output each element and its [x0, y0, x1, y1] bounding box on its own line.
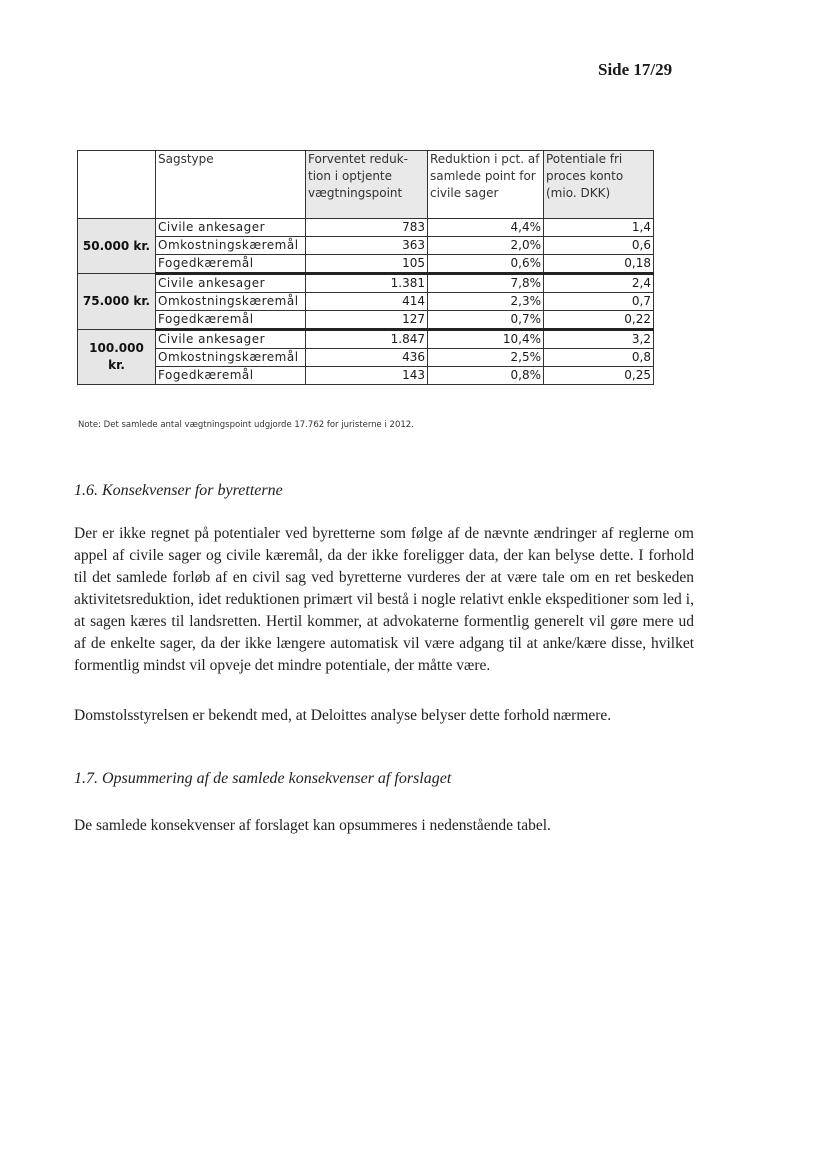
section-1-6-paragraph-1: Der er ikke regnet på potentialer ved byretterne som følge af de nævnte ændringer af reglerne om appel af civile sager og civile kæremål, da der ikke foreligger data, der kan belyse dette. I forhold til det samlede forløb af en civil sag ved byretterne vurderes der at være tale om en ret beskeden aktivitetsreduktion, idet reduktionen primært vil bestå i nogle relativt enkle ekspeditioner som led i, at sagen kæres til landsretten. Hertil kommer, at advokaterne formentlig generelt vil gøre mere ud af de enkelte sager, da der ikke længere automatisk vil være adgang til at anke/kære disse, hvilket formentlig mindst vil opveje det mindre potentiale, der måtte være.: [74, 525, 694, 674]
pct-value: 4,4%: [428, 219, 544, 237]
potential-value: 0,7: [544, 293, 654, 311]
header-reduction: Forventet reduk-tion i optjente vægtningspoint: [306, 151, 428, 219]
table-row: [78, 274, 654, 293]
potential-value: 1,4: [544, 219, 654, 237]
pct-value: 2,0%: [428, 237, 544, 255]
potential-value: 0,18: [544, 255, 654, 274]
reduction-value: 143: [306, 367, 428, 385]
potential-value: 2,4: [544, 274, 654, 293]
table-row: [78, 311, 654, 330]
page-number: Side 17/29: [598, 60, 673, 79]
section-heading-1-7: 1.7. Opsummering af de samlede konsekvenser af forslaget: [74, 770, 452, 787]
potential-value: 0,8: [544, 349, 654, 367]
pct-value: 0,7%: [428, 311, 544, 330]
case-type: Civile ankesager: [156, 219, 306, 237]
reduction-value: 1.381: [306, 274, 428, 293]
case-type: Fogedkæremål: [156, 311, 306, 330]
case-type: Civile ankesager: [156, 274, 306, 293]
case-type: Omkostningskæremål: [156, 237, 306, 255]
reduction-value: 414: [306, 293, 428, 311]
pct-value: 10,4%: [428, 330, 544, 349]
header-type: Sagstype: [156, 151, 306, 219]
threshold-label: 50.000 kr.: [78, 219, 156, 274]
header-empty-cell: [78, 151, 156, 219]
pct-value: 0,8%: [428, 367, 544, 385]
table-note: Note: Det samlede antal vægtningspoint udgjorde 17.762 for juristerne i 2012.: [78, 420, 414, 430]
section-1-7-paragraph-1: De samlede konsekvenser af forslaget kan opsummeres i nedenstående tabel.: [74, 817, 551, 834]
potential-value: 0,22: [544, 311, 654, 330]
section-heading-1-6: 1.6. Konsekvenser for byretterne: [74, 482, 283, 499]
table-row: [78, 330, 654, 349]
table-header-row: [78, 151, 654, 219]
table-row: [78, 219, 654, 237]
pct-value: 2,5%: [428, 349, 544, 367]
pct-value: 7,8%: [428, 274, 544, 293]
potential-value: 3,2: [544, 330, 654, 349]
reduction-value: 105: [306, 255, 428, 274]
consequence-table: [77, 150, 654, 385]
table-row: [78, 255, 654, 274]
potential-value: 0,25: [544, 367, 654, 385]
threshold-label: 75.000 kr.: [78, 274, 156, 330]
pct-value: 0,6%: [428, 255, 544, 274]
section-1-6-paragraph-2: Domstolsstyrelsen er bekendt med, at Deloittes analyse belyser dette forhold nærmere.: [74, 707, 612, 724]
table-row: [78, 293, 654, 311]
potential-value: 0,6: [544, 237, 654, 255]
table-row: [78, 349, 654, 367]
pct-value: 2,3%: [428, 293, 544, 311]
table-row: [78, 237, 654, 255]
case-type: Omkostningskæremål: [156, 349, 306, 367]
reduction-value: 127: [306, 311, 428, 330]
case-type: Omkostningskæremål: [156, 293, 306, 311]
case-type: Civile ankesager: [156, 330, 306, 349]
table-row: [78, 367, 654, 385]
case-type: Fogedkæremål: [156, 367, 306, 385]
threshold-label: 100.000 kr.: [78, 330, 156, 385]
reduction-value: 1.847: [306, 330, 428, 349]
reduction-value: 363: [306, 237, 428, 255]
case-type: Fogedkæremål: [156, 255, 306, 274]
header-pct: Reduktion i pct. af samlede point for civile sager: [428, 151, 544, 219]
header-potential: Potentiale fri proces konto (mio. DKK): [544, 151, 654, 219]
reduction-value: 783: [306, 219, 428, 237]
reduction-value: 436: [306, 349, 428, 367]
